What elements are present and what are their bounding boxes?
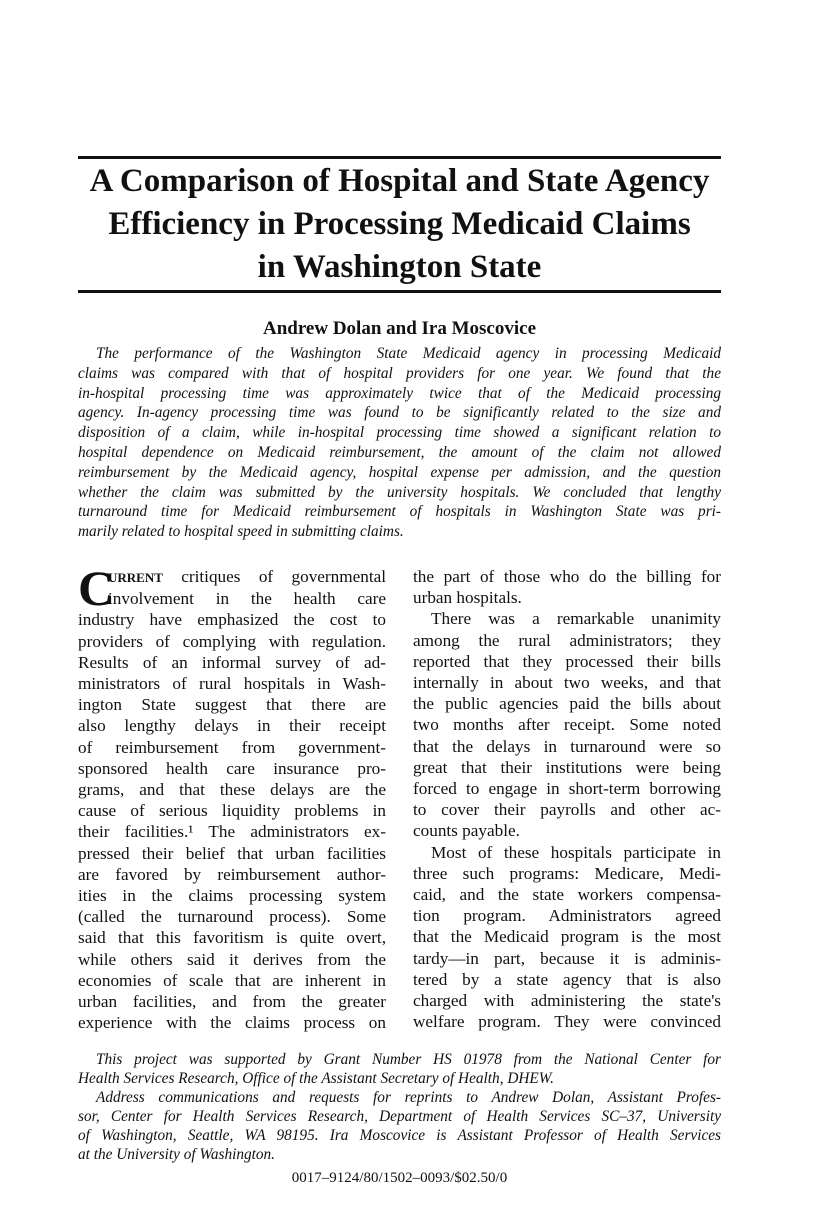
abstract-line: in-hospital processing time was approximately twice that of the Medicaid processing <box>78 384 721 402</box>
body-line: three such programs: Medicare, Medi- <box>413 863 721 883</box>
body-line: (called the turnaround process). Some <box>78 907 386 927</box>
body-line: cause of serious liquidity problems in <box>78 801 386 821</box>
body-line: the part of those who do the billing for <box>413 567 721 586</box>
body-line: providers of complying with regulation. <box>78 631 386 651</box>
body-line: great that their institutions were being <box>413 757 721 777</box>
body-line: ington State suggest that there are <box>78 695 386 715</box>
body-line: welfare program. They were convinced <box>413 1012 721 1032</box>
body-line: said that this favoritism is quite overt, <box>78 928 386 948</box>
abstract-line: claims was compared with that of hospital providers for one year. We found that the <box>78 364 721 382</box>
body-line: to cover their payrolls and other ac- <box>413 800 721 820</box>
body-line: Most of these hospitals participate in <box>431 842 721 862</box>
abstract-line: marily related to hospital speed in submitting claims. <box>78 523 404 541</box>
abstract <box>78 344 721 542</box>
body-line: economies of scale that are inherent in <box>78 970 386 990</box>
body-text: critiques of governmental <box>162 567 386 586</box>
body-line: that the delays in turnaround were so <box>413 736 721 756</box>
footnotes <box>78 1050 721 1164</box>
authors: Andrew Dolan and Ira Moscovice <box>262 318 537 339</box>
footnote-line: This project was supported by Grant Number HS 01978 from the National Center for <box>96 1051 721 1068</box>
body-line: that the Medicaid program is the most <box>413 927 721 947</box>
body-line: of reimbursement from government- <box>78 737 386 757</box>
body-line: involvement in the health care <box>108 589 386 609</box>
body-line: Results of an informal survey of ad- <box>78 652 386 672</box>
body-line: counts payable. <box>413 821 520 841</box>
body-line: reported that they processed their bills <box>413 651 721 671</box>
abstract-line: disposition of a claim, while in-hospital processing time showed a significant relation to <box>78 424 721 442</box>
body-line: ministrators of rural hospitals in Wash- <box>78 674 386 694</box>
footnote-line: at the University of Washington. <box>78 1146 276 1163</box>
body-line: forced to engage in short-term borrowing <box>413 779 721 799</box>
abstract-line: reimbursement by the Medicaid agency, hospital expense per admission, and the question <box>78 463 721 481</box>
body-line: grams, and that these delays are the <box>78 780 386 800</box>
body-line: pressed their belief that urban facilities <box>78 843 386 863</box>
article-title <box>78 160 721 289</box>
abstract-line: hospital dependence on Medicaid reimbursement, the amount of the claim not allowed <box>78 443 721 461</box>
body-line: ities in the claims processing system <box>78 886 386 906</box>
title-line: Efficiency in Processing Medicaid Claims <box>108 206 691 242</box>
title-line: A Comparison of Hospital and State Agency <box>89 163 710 199</box>
body-line: urban facilities, and from the greater <box>78 992 386 1012</box>
footnote-line: Health Services Research, Office of the Assistant Secretary of Health, DHEW. <box>78 1070 554 1087</box>
body-line: also lengthy delays in their receipt <box>78 716 386 736</box>
bottom-rule <box>78 290 721 293</box>
drop-cap: C <box>78 560 115 616</box>
body-line: their facilities.¹ The administrators ex- <box>78 822 386 842</box>
top-rule <box>78 156 721 159</box>
body-line: the public agencies paid the bills about <box>413 694 721 714</box>
body-line: are favored by reimbursement author- <box>78 864 386 884</box>
body-line: tered by a state agency that is also <box>413 969 721 989</box>
body-column-right <box>413 566 721 1032</box>
body-line <box>78 566 386 588</box>
footnote-line: of Washington, Seattle, WA 98195. Ira Moscovice is Assistant Professor of Health Services <box>78 1127 721 1144</box>
body-line: experience with the claims process on <box>78 1013 386 1033</box>
body-line: industry have emphasized the cost to <box>78 610 386 630</box>
body-line: tion program. Administrators agreed <box>413 906 721 926</box>
body-line: sponsored health care insurance pro- <box>78 758 386 778</box>
body-line: two months after receipt. Some noted <box>413 715 721 735</box>
abstract-line: agency. In-agency processing time was found to be significantly related to the size and <box>78 404 721 422</box>
body-line: charged with administering the state's <box>413 991 721 1011</box>
body-line: while others said it derives from the <box>78 949 386 969</box>
footnote-line: sor, Center for Health Services Research, Department of Health Services SC–37, University <box>78 1108 721 1125</box>
body-line: tardy—in part, because it is adminis- <box>413 948 721 968</box>
abstract-line: whether the claim was submitted by the university hospitals. We concluded that lengthy <box>78 483 721 501</box>
body-line: urban hospitals. <box>413 588 522 608</box>
footnote-line: Address communications and requests for reprints to Andrew Dolan, Assistant Profes- <box>96 1089 721 1106</box>
title-line: in Washington State <box>257 249 542 285</box>
publication-code: 0017–9124/80/1502–0093/$02.50/0 <box>291 1170 508 1186</box>
body-line: internally in about two weeks, and that <box>413 673 721 693</box>
abstract-line: turnaround time for Medicaid reimbursement of hospitals in Washington State was pri- <box>78 503 721 521</box>
body-line: among the rural administrators; they <box>413 630 721 650</box>
body-line: There was a remarkable unanimity <box>431 609 721 629</box>
body-column-left <box>78 560 386 1033</box>
small-caps-lead: URRENT <box>108 570 163 585</box>
abstract-line: The performance of the Washington State Medicaid agency in processing Medicaid <box>96 345 721 362</box>
body-line: caid, and the state workers compensa- <box>413 885 721 905</box>
